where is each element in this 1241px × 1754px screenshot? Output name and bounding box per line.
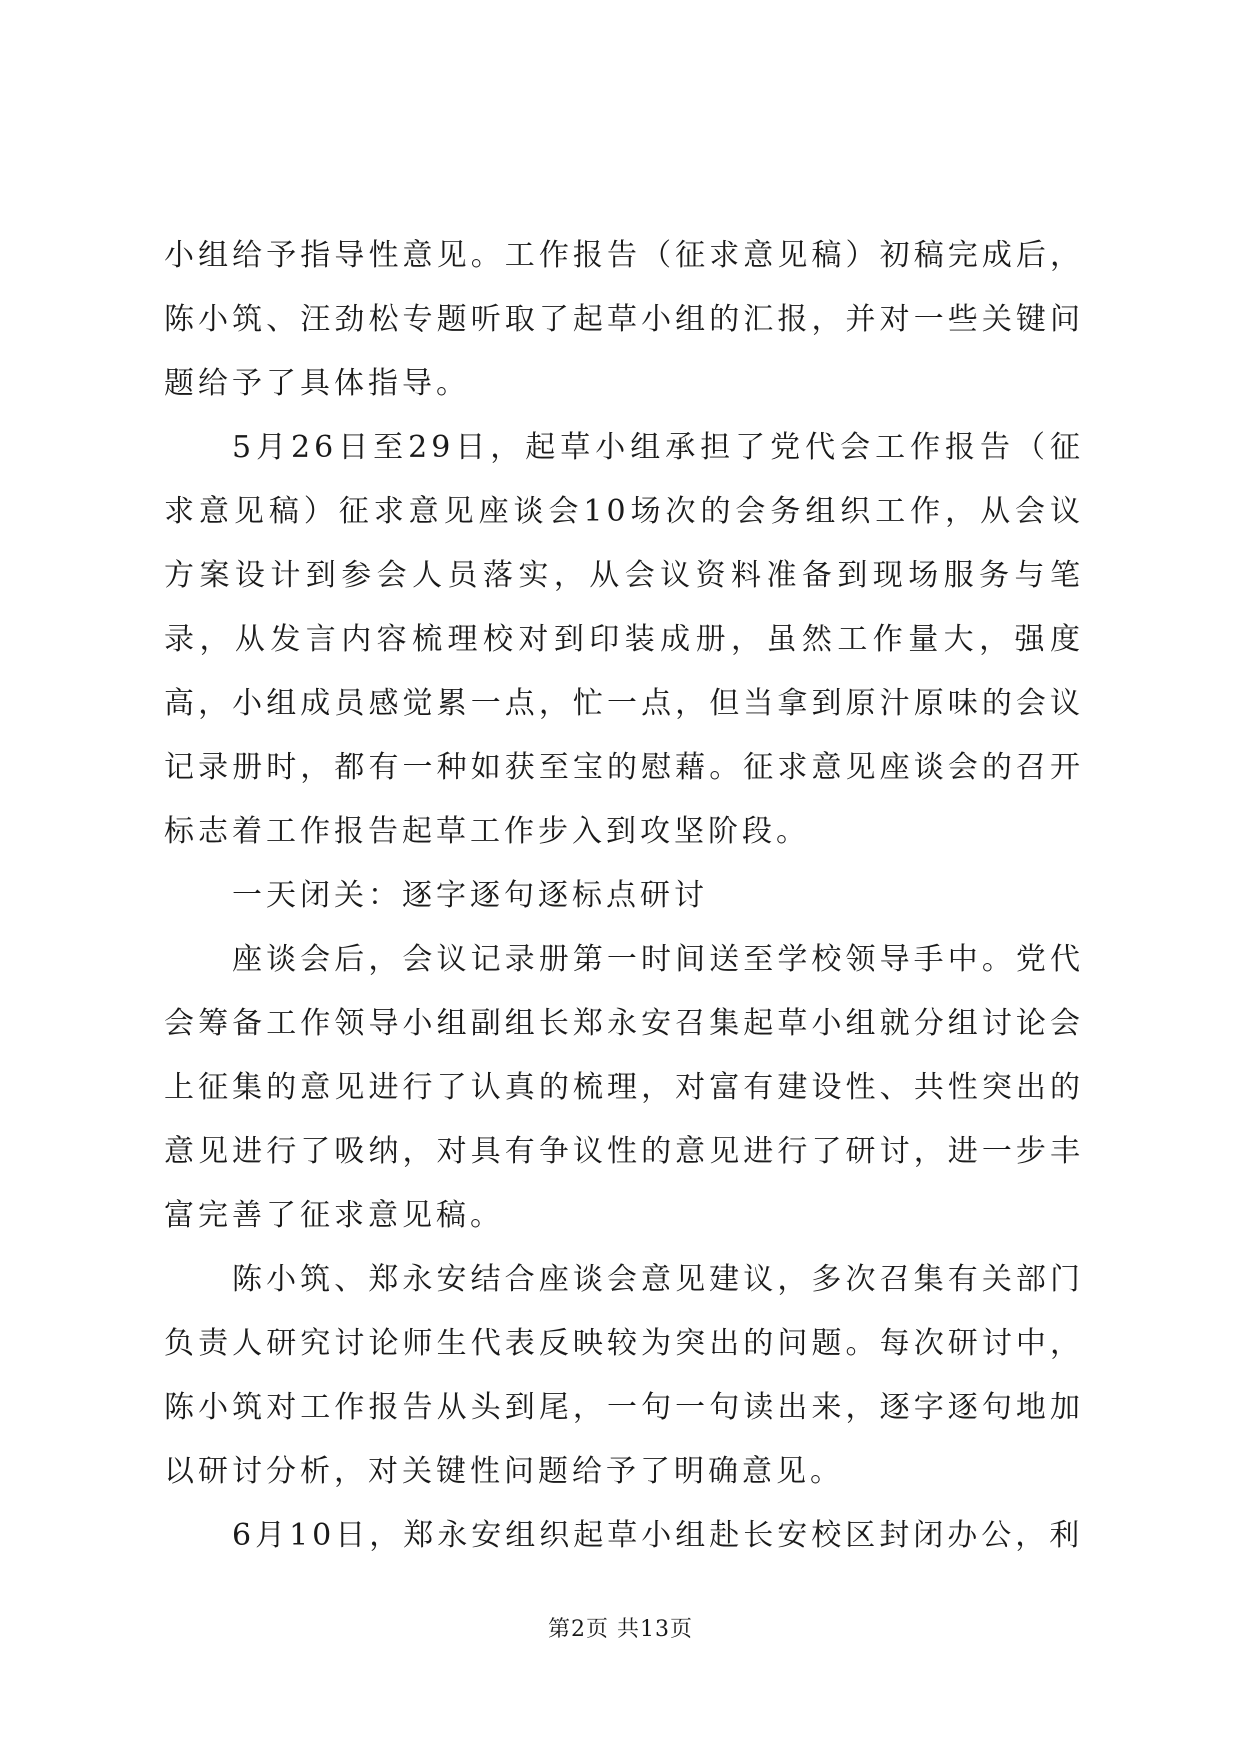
paragraph-1: 小组给予指导性意见。工作报告（征求意见稿）初稿完成后，陈小筑、汪劲松专题听取了起草小组的汇报，并对一些关键问题给予了具体指导。 [164, 238, 1084, 401]
paragraph-2: 5月26日至29日，起草小组承担了党代会工作报告（征求意见稿）征求意见座谈会10场次的会务组织工作，从会议方案设计到参会人员落实，从会议资料准备到现场服务与笔录，从发言内容梳理校对到印装成册，虽然工作量大，强度高，小组成员感觉累一点，忙一点，但当拿到原汁原味的会议记录册时，都有一种如获至宝的慰藉。征求意见座谈会的召开标志着工作报告起草工作步入到攻坚阶段。 [164, 430, 1084, 849]
document-body [164, 224, 1084, 1568]
section-heading: 一天闭关：逐字逐句逐标点研讨 [232, 878, 708, 913]
paragraph-4: 陈小筑、郑永安结合座谈会意见建议，多次召集有关部门负责人研究讨论师生代表反映较为突出的问题。每次研讨中，陈小筑对工作报告从头到尾，一句一句读出来，逐字逐句地加以研讨分析，对关键性问题给予了明确意见。 [164, 1262, 1084, 1489]
paragraph-5: 6月10日，郑永安组织起草小组赴长安校区封闭办公，利 [232, 1518, 1084, 1553]
paragraph-3: 座谈会后，会议记录册第一时间送至学校领导手中。党代会筹备工作领导小组副组长郑永安召集起草小组就分组讨论会上征集的意见进行了认真的梳理，对富有建设性、共性突出的意见进行了吸纳，对具有争议性的意见进行了研讨，进一步丰富完善了征求意见稿。 [164, 942, 1084, 1233]
page-number-footer: 第2页 共13页 [548, 1617, 693, 1642]
